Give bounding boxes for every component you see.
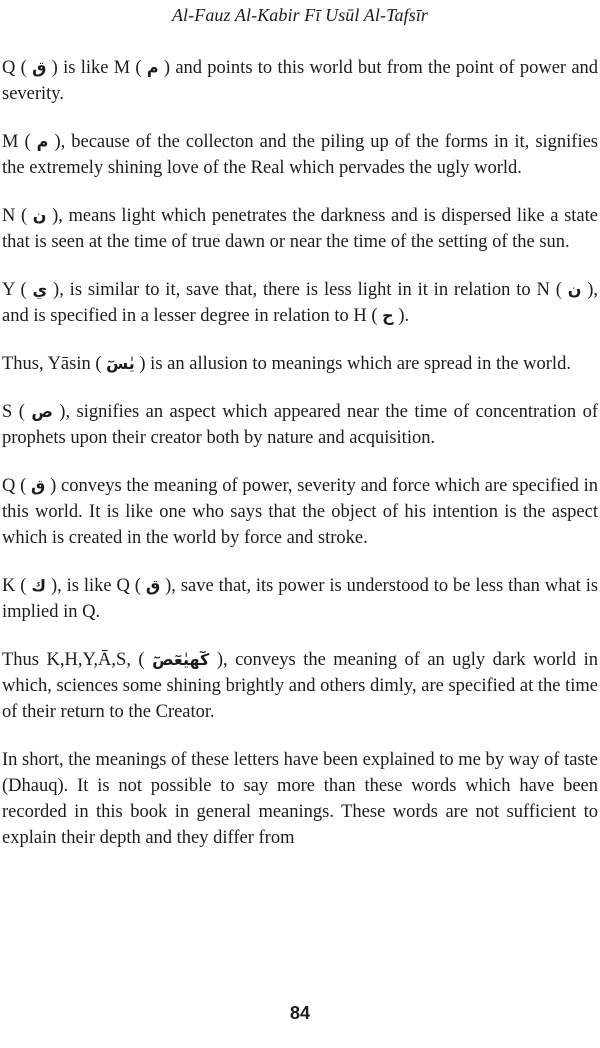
paragraph-text: In short, the meanings of these letters have been explained to me by way of taste (Dhauq). It is not possible to say more than these words which have been recorded in this book in general meanings. These words are not sufficient to explain their depth and they differ from	[2, 750, 598, 848]
paragraph-text: M (	[2, 132, 31, 152]
paragraph-k-letter	[2, 573, 598, 625]
paragraph-q-power	[2, 473, 598, 551]
paragraph-text: ) is like M (	[51, 58, 142, 78]
arabic-letter: ن	[567, 280, 582, 299]
paragraph-text: ), and is specified in a lesser degree in relation to H (	[2, 280, 599, 326]
paragraph-text: ), is like Q (	[50, 576, 141, 596]
paragraph-text: ), is similar to it, save that, there is less light in it in relation to N (	[53, 280, 562, 300]
paragraph-text: ), save that, its power is understood to be less than what is implied in Q.	[2, 576, 599, 622]
arabic-letter: ح	[382, 306, 394, 325]
paragraph-in-short	[2, 747, 598, 851]
paragraph-khyas	[2, 647, 598, 725]
arabic-letter: م	[146, 58, 159, 77]
arabic-letter: ق	[31, 476, 46, 495]
paragraph-text: ) conveys the meaning of power, severity and force which are specified in this world. It is like one who says that the object of his intention is the aspect which is created in the world by force and stroke.	[2, 476, 599, 548]
paragraph-text: ) and points to this world but from the point of power and severity.	[2, 58, 599, 104]
body-text	[2, 55, 598, 873]
paragraph-text: N (	[2, 206, 28, 226]
paragraph-text: ), signifies an aspect which appeared near the time of concentration of prophets upon their creator both by nature and acquisition.	[2, 402, 598, 448]
paragraph-text: ).	[398, 306, 410, 326]
running-head: Al-Fauz Al-Kabir Fī Usūl Al-Tafsīr	[171, 5, 429, 25]
arabic-letter: ق	[145, 576, 161, 595]
paragraph-text: S (	[2, 402, 25, 422]
paragraph-n-letter	[2, 203, 598, 255]
paragraph-s-letter	[2, 399, 598, 451]
paragraph-q-letter	[2, 55, 598, 107]
paragraph-m-letter	[2, 129, 598, 181]
paragraph-text: ), conveys the meaning of an ugly dark world in which, sciences some shining brightly and others dimly, are specified at the time of their return to the Creator.	[2, 650, 599, 722]
paragraph-text: ), means light which penetrates the darkness and is dispersed like a state that is seen at the time of true dawn or near the time of the setting of the sun.	[2, 206, 598, 252]
paragraph-text: ), because of the collecton and the piling up of the forms in it, signifies the extremely shining love of the Real which pervades the ugly world.	[2, 132, 599, 178]
arabic-letter: ك	[31, 576, 47, 595]
paragraph-text: ) is an allusion to meanings which are spread in the world.	[139, 354, 571, 374]
arabic-word: يٰسٓ	[106, 354, 135, 373]
paragraph-text: Y (	[2, 280, 27, 300]
paragraph-text: Thus, Yāsin (	[2, 354, 102, 374]
paragraph-text: Thus K,H,Y,Ā,S, (	[2, 650, 145, 670]
arabic-letter: ي	[32, 280, 48, 299]
arabic-letter: ص	[31, 402, 53, 421]
paragraph-yasin	[2, 351, 598, 377]
paragraph-text: Q (	[2, 58, 27, 78]
page-number: 84	[289, 1003, 311, 1023]
arabic-letter: ن	[32, 206, 47, 225]
paragraph-text: K (	[2, 576, 27, 596]
arabic-letter: ق	[32, 58, 47, 77]
paragraph-y-letter	[2, 277, 598, 329]
arabic-word: كٓهيٰعٓصٓ	[152, 650, 210, 669]
arabic-letter: م	[36, 132, 49, 151]
paragraph-text: Q (	[2, 476, 27, 496]
